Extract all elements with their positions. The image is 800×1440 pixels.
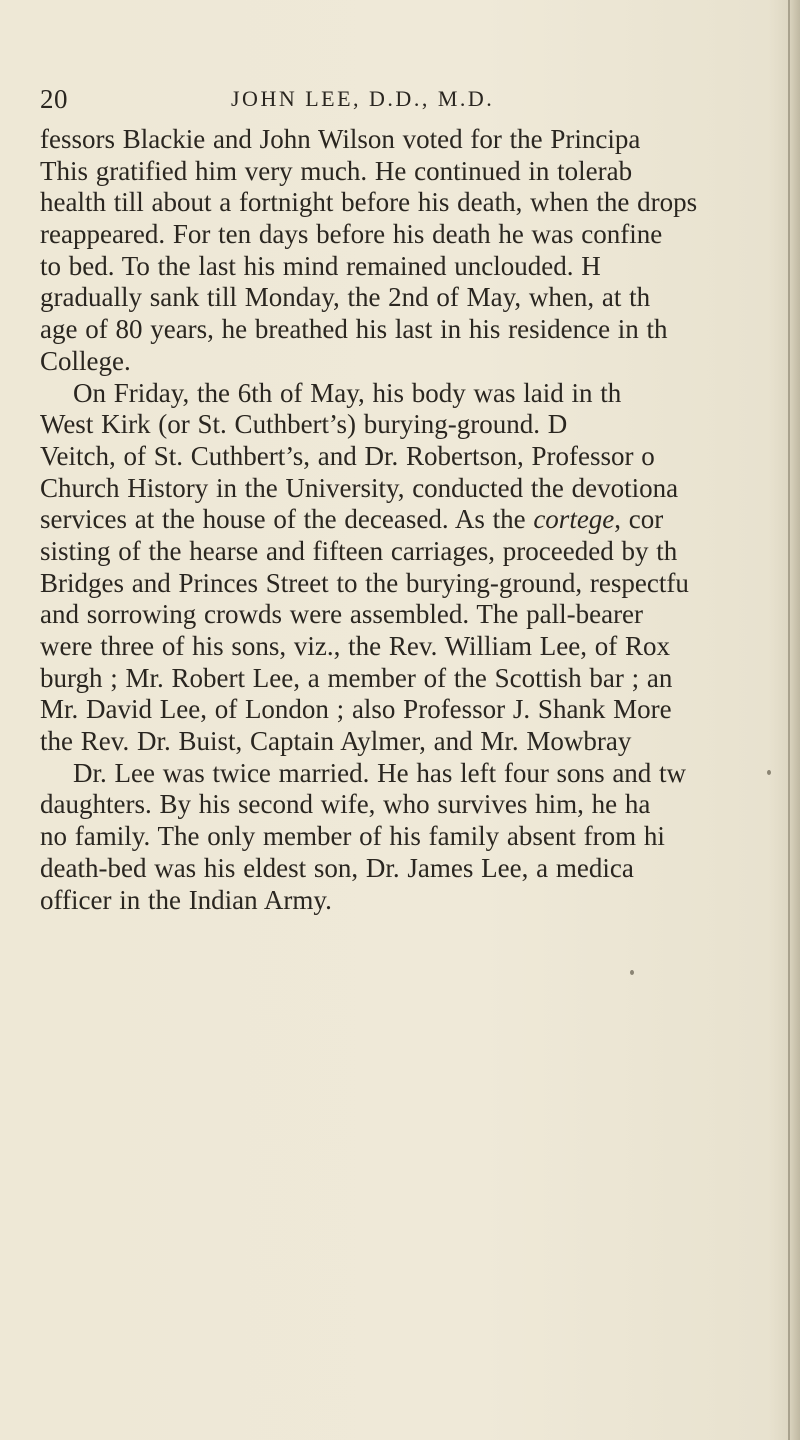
text-line: age of 80 years, he breathed his last in his residence in th — [40, 314, 668, 345]
paragraph-3 — [40, 758, 798, 916]
text-run: services at the house of the deceased. As the — [40, 504, 534, 535]
text-line: gradually sank till Monday, the 2nd of May, when, at th — [40, 282, 651, 313]
body-text — [40, 124, 798, 916]
text-line: reappeared. For ten days before his death he was confine — [40, 219, 663, 250]
text-line: burgh ; Mr. Robert Lee, a member of the Scottish bar ; an — [40, 662, 673, 693]
text-line — [40, 504, 798, 536]
text-line: Bridges and Princes Street to the burying-ground, respectfu — [40, 567, 689, 598]
text-line: West Kirk (or St. Cuthbert’s) burying-ground. D — [40, 409, 568, 440]
text-line: On Friday, the 6th of May, his body was laid in th — [73, 377, 622, 408]
paper-speck — [630, 970, 634, 975]
page-number: 20 — [40, 84, 68, 114]
running-head: JOHN LEE, D.D., M.D. — [231, 86, 495, 111]
paragraph-1 — [40, 124, 798, 378]
text-line: Church History in the University, conducted the devotiona — [40, 472, 679, 503]
text-line: officer in the Indian Army. — [40, 884, 332, 915]
text-line: Dr. Lee was twice married. He has left four sons and tw — [73, 757, 687, 788]
text-line: fessors Blackie and John Wilson voted for the Principa — [40, 124, 641, 154]
text-line: the Rev. Dr. Buist, Captain Aylmer, and Mr. Mowbray — [40, 726, 632, 757]
italic-term: cortege — [533, 504, 615, 535]
text-line: death-bed was his eldest son, Dr. James Lee, a medica — [40, 852, 634, 883]
text-line: daughters. By his second wife, who survives him, he ha — [40, 789, 651, 820]
text-line: sisting of the hearse and fifteen carriages, proceeded by th — [40, 535, 678, 566]
text-line: Veitch, of St. Cuthbert’s, and Dr. Robertson, Professor o — [40, 440, 655, 471]
text-line: were three of his sons, viz., the Rev. William Lee, of Rox — [40, 631, 671, 661]
text-line: to bed. To the last his mind remained unclouded. H — [40, 250, 601, 281]
text-line: no family. The only member of his family absent from hi — [40, 821, 665, 852]
text-line: and sorrowing crowds were assembled. The pall-bearer — [40, 599, 644, 630]
text-line: College. — [40, 345, 131, 376]
text-line: This gratified him very much. He continued in tolerab — [40, 155, 633, 186]
paragraph-2 — [40, 378, 798, 758]
text-run: , cor — [614, 504, 664, 535]
paper-speck — [767, 770, 771, 775]
text-line: health till about a fortnight before his death, when the drops — [40, 187, 698, 218]
text-line: Mr. David Lee, of London ; also Professor J. Shank More — [40, 694, 672, 725]
